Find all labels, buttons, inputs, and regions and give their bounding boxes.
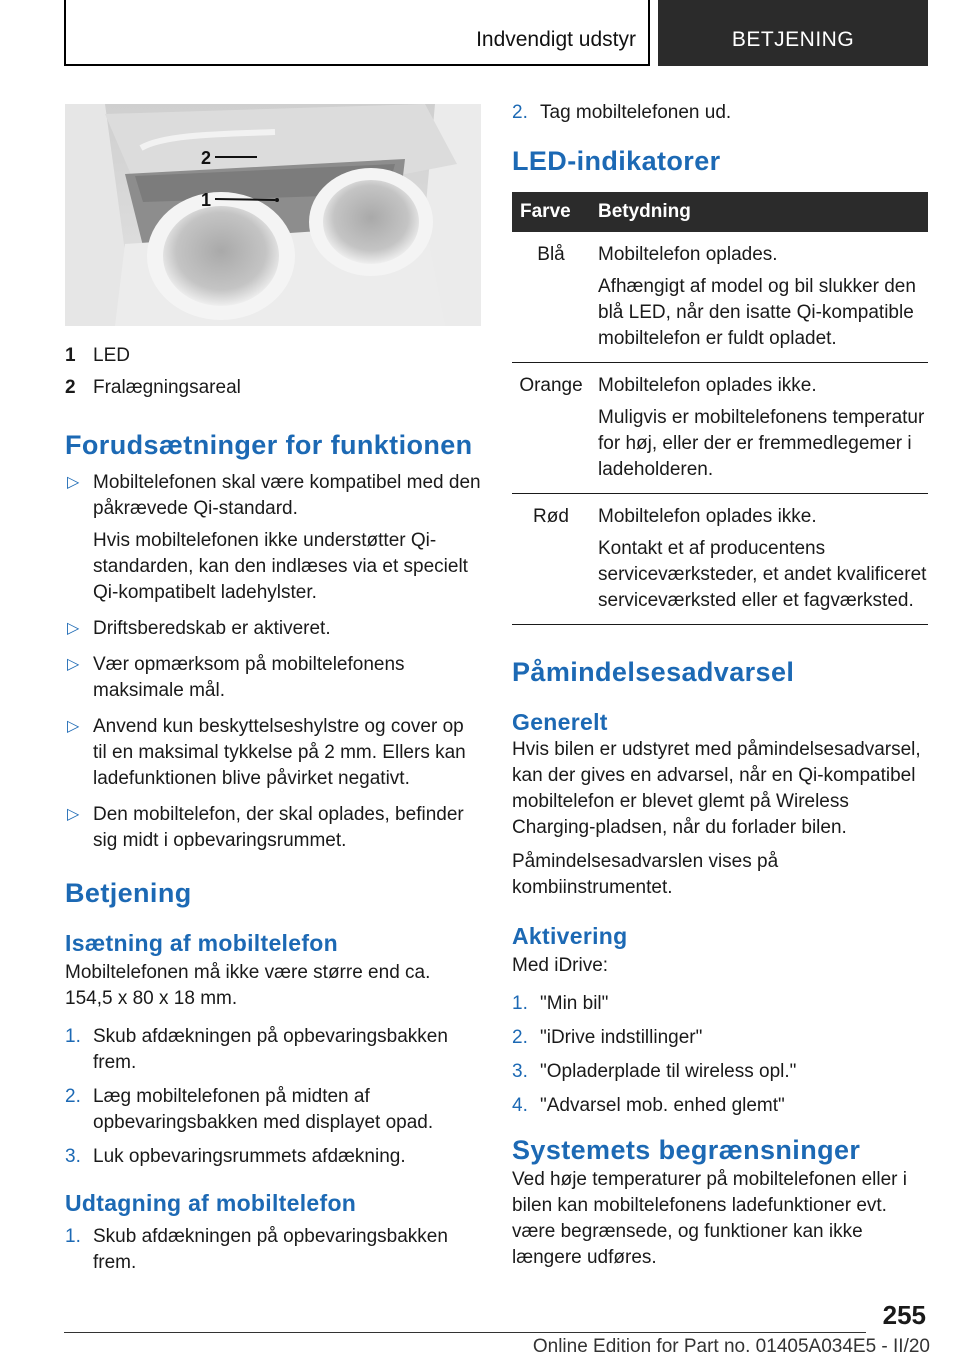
wireless-charging-tray-photo [65,104,481,326]
triangle-bullet-icon: ▷ [67,718,80,735]
triangle-bullet-icon: ▷ [67,656,80,673]
prerequisites-list [65,470,481,854]
limits-paragraph: Ved høje temperaturer på mobiltelefonen eller i bilen kan mobiltelefonens ladefunktioner evt. være begrænsede, og funktioner kan ikke længere udføres. [512,1169,908,1268]
column-header-color: Farve [512,192,590,232]
list-item-text: Vær opmærksom på mobiltelefonens maksimale mål. [93,654,405,701]
step-item [65,1024,481,1076]
general-paragraph-2: Påmindelsesadvarslen vises på kombiinstrumentet. [512,851,779,898]
heading-activation: Aktivering [512,923,628,949]
header-section-title: Indvendigt udstyr [476,28,636,51]
step-number: 2. [512,1027,528,1048]
legend-label: Fralægningsareal [93,377,241,398]
legend-number: 1 [65,345,76,366]
step-number: 1. [65,1226,81,1247]
meaning-text: Mobiltelefon oplades. [598,244,778,265]
legend-label: LED [93,345,130,366]
footer-edition: Online Edition for Part no. 01405A034E5 - II/20 [532,1336,930,1357]
step-text: Skub afdækningen på opbevaringsbakken frem. [93,1026,448,1073]
cell-color: Orange [512,363,590,494]
step-text: Luk opbevaringsrummets afdækning. [93,1146,406,1167]
step-number: 1. [512,993,528,1014]
step-item [512,1093,928,1119]
heading-reminder-warning: Påmindelsesadvarsel [512,657,795,687]
step-text: Skub afdækningen på opbevaringsbakken frem. [93,1226,448,1273]
led-indicator-table [512,192,928,625]
activation-steps [512,991,928,1119]
left-column [65,104,481,1284]
triangle-bullet-icon: ▷ [67,806,80,823]
tray-illustration [65,104,481,326]
table-row [512,363,928,494]
header-chapter-title: BETJENING [731,28,855,51]
meaning-text: Mobiltelefon oplades ikke. [598,375,817,396]
footer-divider [64,1332,866,1333]
heading-operation: Betjening [65,878,192,908]
list-item [65,616,481,642]
cell-meaning [590,363,928,494]
meaning-text: Mobiltelefon oplades ikke. [598,506,817,527]
table-row [512,232,928,363]
step-number: 3. [512,1061,528,1082]
remove-steps-continued [512,100,928,126]
heading-general: Generelt [512,709,608,735]
heading-prerequisites: Forudsætninger for funktionen [65,430,473,460]
legend-item [65,340,481,372]
callout-1: 1 [201,190,212,210]
callout-2: 2 [201,148,212,168]
step-text: "Min bil" [540,993,609,1014]
column-header-meaning: Betydning [590,192,928,232]
list-item-note: Hvis mobiltelefonen ikke understøtter Qi-standarden, kan den indlæses via et specielt Qi-kompatibelt ladehylster. [93,530,468,603]
list-item [65,714,481,792]
list-item [65,470,481,606]
step-item [512,1059,928,1085]
step-text: "Opladerplade til wireless opl." [540,1061,797,1082]
step-text: "Advarsel mob. enhed glemt" [540,1095,785,1116]
legend-number: 2 [65,377,76,398]
list-item [65,652,481,704]
cell-meaning [590,232,928,363]
step-item [65,1084,481,1136]
step-text: Tag mobiltelefonen ud. [540,102,732,123]
step-item [512,991,928,1017]
list-item-text: Driftsberedskab er aktiveret. [93,618,331,639]
meaning-detail: Kontakt et af producentens serviceværksteder, et andet kvalificeret serviceværksted eller et fagværksted. [598,538,927,611]
triangle-bullet-icon: ▷ [67,474,80,491]
remove-steps [65,1224,481,1276]
meaning-detail: Muligvis er mobiltelefonens temperatur for høj, eller der er fremmedlegemer i ladeholderen. [598,407,925,480]
right-column [512,100,928,1271]
step-number: 2. [512,102,528,123]
step-item [65,1144,481,1170]
step-item [512,100,928,126]
activation-intro: Med iDrive: [512,955,609,976]
table-header-row [512,192,928,232]
heading-remove-phone: Udtagning af mobiltelefon [65,1190,357,1216]
list-item-text: Den mobiltelefon, der skal oplades, befinder sig midt i opbevaringsrummet. [93,804,464,851]
step-number: 3. [65,1146,81,1167]
heading-insert-phone: Isætning af mobiltelefon [65,930,338,956]
page-header [64,0,928,66]
list-item-text: Mobiltelefonen skal være kompatibel med den påkrævede Qi-standard. [93,472,481,519]
step-number: 2. [65,1086,81,1107]
list-item-text: Anvend kun beskyttelseshylstre og cover op til en maksimal tykkelse på 2 mm. Ellers kan ladefunktionen blive påvirket negativt. [93,716,466,789]
figure-legend [65,340,481,404]
heading-system-limits: Systemets begrænsninger [512,1135,861,1165]
page-number: 255 [882,1300,926,1330]
step-text: "iDrive indstillinger" [540,1027,703,1048]
meaning-detail: Afhængigt af model og bil slukker den blå LED, når den isatte Qi-kompatible mobiltelefon er fuldt opladet. [598,276,916,349]
legend-item [65,372,481,404]
step-number: 4. [512,1095,528,1116]
step-text: Læg mobiltelefonen på midten af opbevaringsbakken med displayet opad. [93,1086,434,1133]
insert-intro: Mobiltelefonen må ikke være større end ca. 154,5 x 80 x 18 mm. [65,962,431,1009]
cell-color: Blå [512,232,590,363]
step-item [65,1224,481,1276]
cell-meaning [590,494,928,625]
triangle-bullet-icon: ▷ [67,620,80,637]
cell-color: Rød [512,494,590,625]
list-item [65,802,481,854]
heading-led-indicators: LED-indikatorer [512,146,721,176]
insert-steps [65,1024,481,1170]
step-number: 1. [65,1026,81,1047]
table-row [512,494,928,625]
step-item [512,1025,928,1051]
general-paragraph-1: Hvis bilen er udstyret med påmindelsesadvarsel, kan der gives en advarsel, når en Qi-kompatibel mobiltelefon er blevet glemt på Wireless Charging-pladsen, når du forlader bilen. [512,739,921,838]
